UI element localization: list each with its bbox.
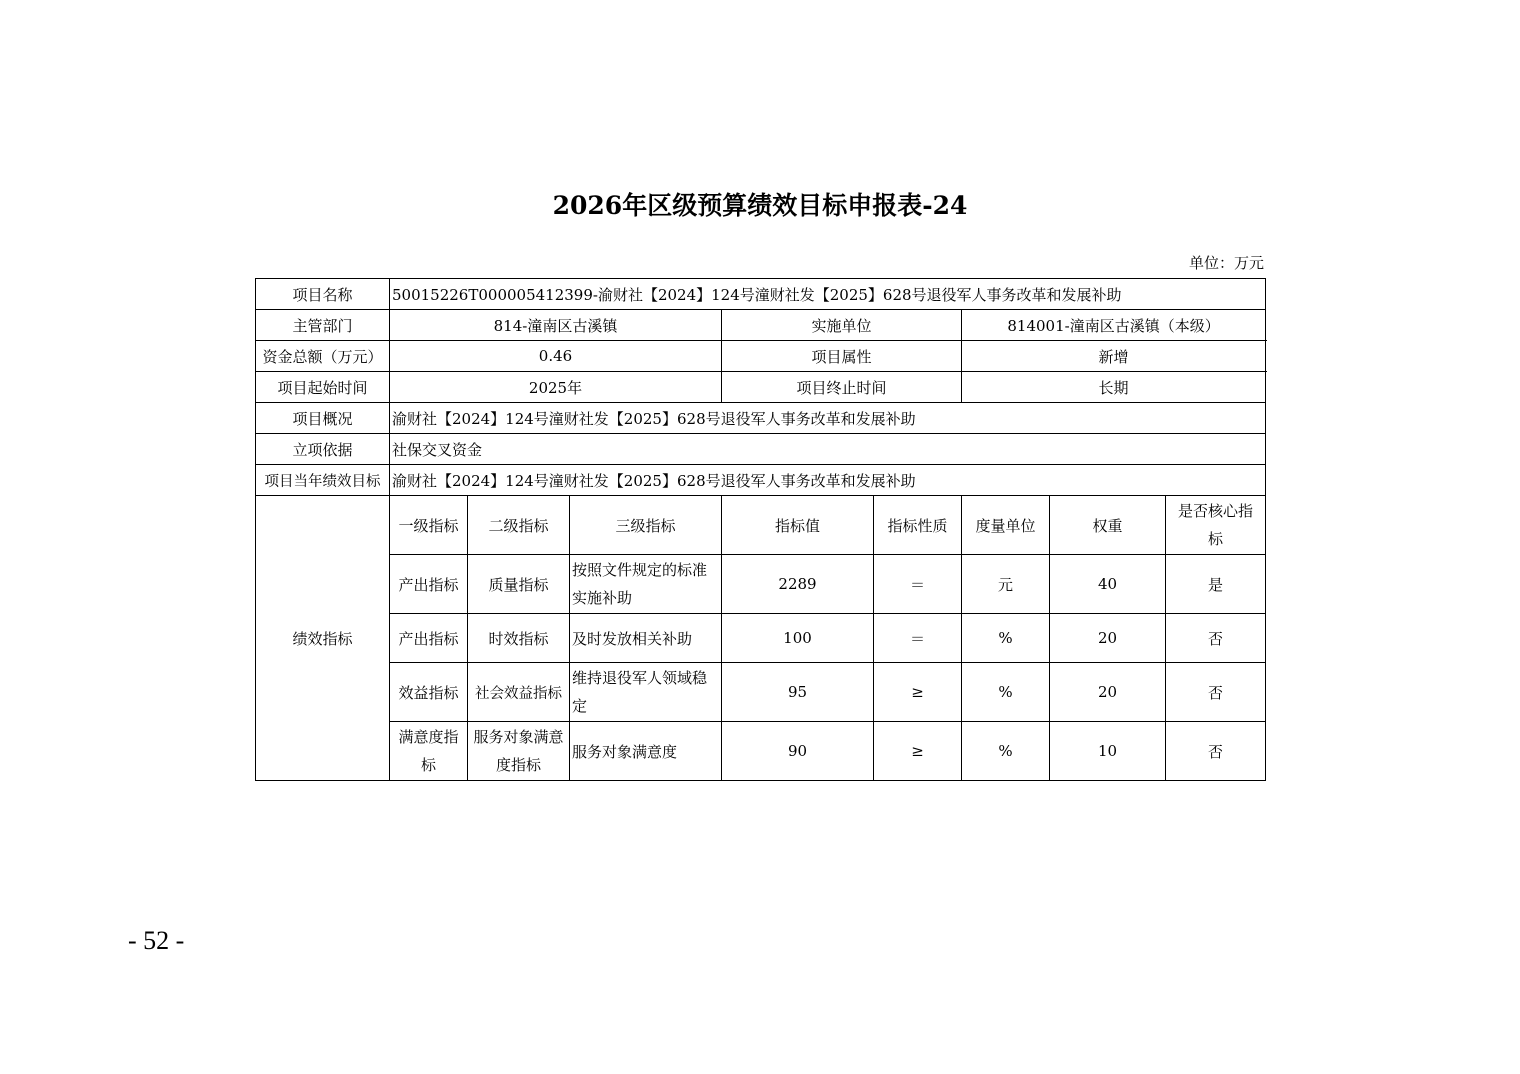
row-nature: ≥: [874, 663, 962, 722]
row-value: 90: [722, 722, 874, 781]
row-project-name: [256, 279, 1266, 310]
row-weight: 20: [1050, 663, 1166, 722]
row-l3: 服务对象满意度: [570, 722, 722, 781]
row-weight: 20: [1050, 614, 1166, 663]
goal-label: 项目当年绩效目标: [256, 465, 390, 496]
amount-label: 资金总额（万元）: [256, 341, 390, 372]
row-goal: [256, 465, 1266, 496]
header-l2: 二级指标: [468, 496, 570, 555]
header-l1: 一级指标: [390, 496, 468, 555]
row-weight: 10: [1050, 722, 1166, 781]
row-nature: ＝: [874, 614, 962, 663]
row-unit: %: [962, 663, 1050, 722]
overview-label: 项目概况: [256, 403, 390, 434]
page-number: - 52 -: [128, 926, 185, 955]
row-value: 2289: [722, 555, 874, 614]
row-value: 95: [722, 663, 874, 722]
header-core: 是否核心指标: [1166, 496, 1266, 555]
row-unit: %: [962, 722, 1050, 781]
unit-label: 单位：万元: [1188, 254, 1264, 272]
perf-label: 绩效指标: [256, 496, 390, 781]
impl-value: 814001-潼南区古溪镇（本级）: [962, 310, 1266, 341]
start-value: 2025年: [390, 372, 722, 403]
row-l2: 服务对象满意度指标: [468, 722, 570, 781]
header-weight: 权重: [1050, 496, 1166, 555]
attr-value: 新增: [962, 341, 1266, 372]
row-l1: 效益指标: [390, 663, 468, 722]
perf-header-row: [256, 496, 1266, 555]
row-basis: [256, 434, 1266, 465]
project-name-label: 项目名称: [256, 279, 390, 310]
table-row: [256, 555, 1266, 614]
impl-label: 实施单位: [722, 310, 962, 341]
overview-value: 渝财社【2024】124号潼财社发【2025】628号退役军人事务改革和发展补助: [390, 403, 1266, 434]
goal-value: 渝财社【2024】124号潼财社发【2025】628号退役军人事务改革和发展补助: [390, 465, 1266, 496]
row-core: 否: [1166, 722, 1266, 781]
header-nature: 指标性质: [874, 496, 962, 555]
row-time: [256, 372, 1266, 403]
dept-label: 主管部门: [256, 310, 390, 341]
row-l3: 及时发放相关补助: [570, 614, 722, 663]
table-row: [256, 722, 1266, 781]
attr-label: 项目属性: [722, 341, 962, 372]
target-table: [255, 278, 1266, 781]
row-core: 是: [1166, 555, 1266, 614]
row-core: 否: [1166, 663, 1266, 722]
row-dept: [256, 310, 1266, 341]
row-value: 100: [722, 614, 874, 663]
row-l1: 满意度指标: [390, 722, 468, 781]
start-label: 项目起始时间: [256, 372, 390, 403]
page-title: 2026年区级预算绩效目标申报表-24: [552, 191, 968, 220]
row-core: 否: [1166, 614, 1266, 663]
row-overview: [256, 403, 1266, 434]
basis-label: 立项依据: [256, 434, 390, 465]
dept-value: 814-潼南区古溪镇: [390, 310, 722, 341]
row-l3: 按照文件规定的标准实施补助: [570, 555, 722, 614]
table-row: [256, 663, 1266, 722]
row-amount: [256, 341, 1266, 372]
row-nature: ＝: [874, 555, 962, 614]
end-label: 项目终止时间: [722, 372, 962, 403]
row-unit: %: [962, 614, 1050, 663]
row-unit: 元: [962, 555, 1050, 614]
table-row: [256, 614, 1266, 663]
row-l3: 维持退役军人领域稳定: [570, 663, 722, 722]
row-l1: 产出指标: [390, 555, 468, 614]
row-l1: 产出指标: [390, 614, 468, 663]
header-l3: 三级指标: [570, 496, 722, 555]
row-nature: ≥: [874, 722, 962, 781]
header-value: 指标值: [722, 496, 874, 555]
basis-value: 社保交叉资金: [390, 434, 1266, 465]
amount-value: 0.46: [390, 341, 722, 372]
project-name-value: 50015226T000005412399-渝财社【2024】124号潼财社发【2025】628号退役军人事务改革和发展补助: [390, 279, 1266, 310]
header-unit: 度量单位: [962, 496, 1050, 555]
end-value: 长期: [962, 372, 1266, 403]
row-l2: 时效指标: [468, 614, 570, 663]
row-l2: 质量指标: [468, 555, 570, 614]
row-l2: 社会效益指标: [468, 663, 570, 722]
row-weight: 40: [1050, 555, 1166, 614]
